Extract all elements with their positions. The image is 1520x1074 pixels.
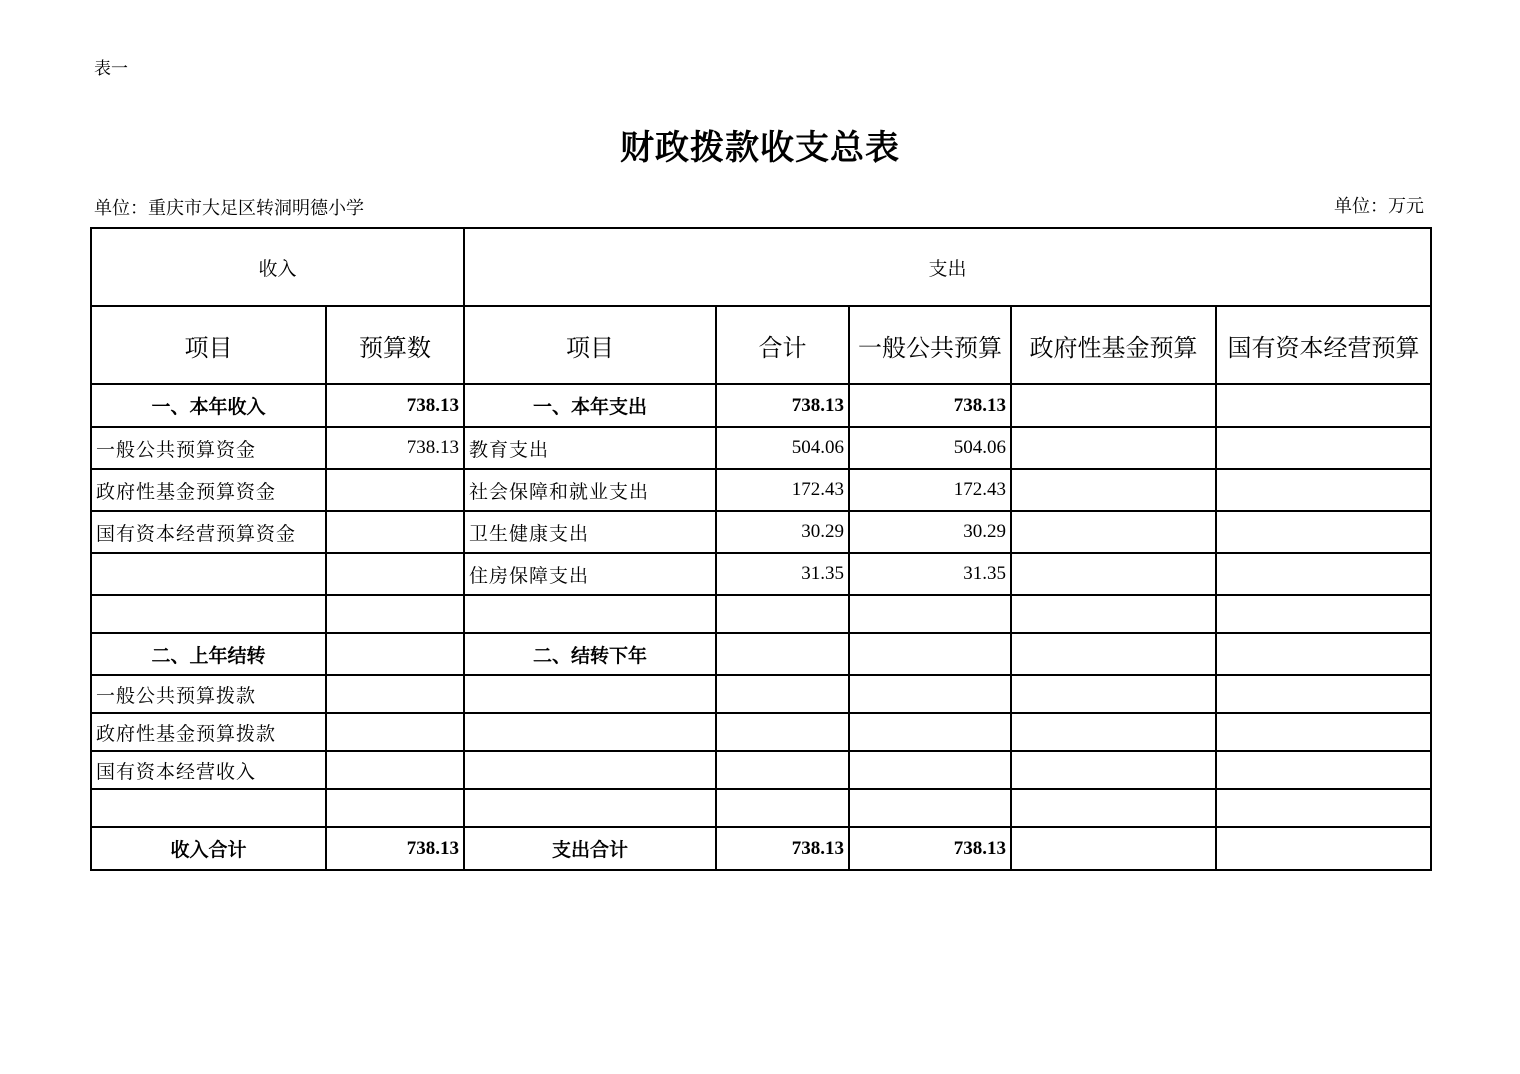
income-budget-cell: 738.13 <box>326 827 464 870</box>
income-budget-cell <box>326 675 464 713</box>
income-budget-cell <box>326 553 464 595</box>
income-item-cell: 一般公共预算资金 <box>91 427 326 469</box>
expense-item-header: 项目 <box>464 306 716 384</box>
total-cell <box>716 789 849 827</box>
gov-fund-cell <box>1011 469 1216 511</box>
expense-item-cell <box>464 675 716 713</box>
state-capital-cell <box>1216 553 1431 595</box>
income-budget-header: 预算数 <box>326 306 464 384</box>
expense-group-header: 支出 <box>464 228 1431 306</box>
table-row <box>91 511 1431 553</box>
header-row-groups <box>91 228 1431 306</box>
state-capital-cell <box>1216 789 1431 827</box>
gov-fund-cell <box>1011 595 1216 633</box>
state-capital-cell <box>1216 427 1431 469</box>
total-cell <box>716 751 849 789</box>
general-public-cell: 738.13 <box>849 384 1011 427</box>
income-item-cell: 国有资本经营预算资金 <box>91 511 326 553</box>
expense-item-cell: 二、结转下年 <box>464 633 716 675</box>
state-capital-cell <box>1216 633 1431 675</box>
general-public-cell: 738.13 <box>849 827 1011 870</box>
state-capital-cell <box>1216 713 1431 751</box>
expense-item-cell: 卫生健康支出 <box>464 511 716 553</box>
income-item-cell: 政府性基金预算资金 <box>91 469 326 511</box>
table-row <box>91 553 1431 595</box>
general-public-cell <box>849 789 1011 827</box>
gov-fund-cell <box>1011 384 1216 427</box>
state-capital-cell <box>1216 469 1431 511</box>
income-budget-cell <box>326 713 464 751</box>
state-capital-header: 国有资本经营预算 <box>1216 306 1431 384</box>
table-row <box>91 384 1431 427</box>
total-cell: 172.43 <box>716 469 849 511</box>
gov-fund-cell <box>1011 511 1216 553</box>
table-row <box>91 789 1431 827</box>
general-public-cell: 504.06 <box>849 427 1011 469</box>
income-item-cell: 二、上年结转 <box>91 633 326 675</box>
income-group-header: 收入 <box>91 228 464 306</box>
income-item-cell: 国有资本经营收入 <box>91 751 326 789</box>
expense-item-cell: 社会保障和就业支出 <box>464 469 716 511</box>
state-capital-cell <box>1216 675 1431 713</box>
income-item-cell: 一、本年收入 <box>91 384 326 427</box>
general-public-cell <box>849 751 1011 789</box>
page-title: 财政拨款收支总表 <box>620 128 900 168</box>
table-row <box>91 675 1431 713</box>
expense-item-cell: 教育支出 <box>464 427 716 469</box>
gov-fund-cell <box>1011 827 1216 870</box>
total-cell: 31.35 <box>716 553 849 595</box>
gov-fund-cell <box>1011 427 1216 469</box>
state-capital-cell <box>1216 751 1431 789</box>
expense-item-cell: 住房保障支出 <box>464 553 716 595</box>
general-public-header: 一般公共预算 <box>849 306 1011 384</box>
state-capital-cell <box>1216 511 1431 553</box>
table-row <box>91 633 1431 675</box>
income-budget-cell <box>326 789 464 827</box>
expense-item-cell <box>464 595 716 633</box>
total-cell <box>716 595 849 633</box>
total-cell: 30.29 <box>716 511 849 553</box>
gov-fund-cell <box>1011 633 1216 675</box>
table-number-label: 表一 <box>94 59 128 79</box>
general-public-cell <box>849 675 1011 713</box>
table-row <box>91 713 1431 751</box>
fiscal-summary-table <box>90 227 1432 871</box>
income-item-cell: 收入合计 <box>91 827 326 870</box>
gov-fund-header: 政府性基金预算 <box>1011 306 1216 384</box>
total-cell <box>716 633 849 675</box>
table-row <box>91 469 1431 511</box>
income-item-cell: 政府性基金预算拨款 <box>91 713 326 751</box>
income-budget-cell <box>326 751 464 789</box>
income-budget-cell <box>326 595 464 633</box>
currency-unit: 单位：万元 <box>1334 196 1424 217</box>
general-public-cell: 172.43 <box>849 469 1011 511</box>
expense-item-cell <box>464 751 716 789</box>
gov-fund-cell <box>1011 553 1216 595</box>
income-budget-cell <box>326 511 464 553</box>
income-budget-cell <box>326 633 464 675</box>
reporting-unit: 单位：重庆市大足区转洞明德小学 <box>94 198 364 219</box>
table-row <box>91 827 1431 870</box>
income-item-cell <box>91 789 326 827</box>
general-public-cell <box>849 595 1011 633</box>
income-item-cell <box>91 553 326 595</box>
expense-item-cell <box>464 789 716 827</box>
table-row <box>91 751 1431 789</box>
gov-fund-cell <box>1011 713 1216 751</box>
income-budget-cell: 738.13 <box>326 384 464 427</box>
income-budget-cell: 738.13 <box>326 427 464 469</box>
income-item-cell: 一般公共预算拨款 <box>91 675 326 713</box>
total-header: 合计 <box>716 306 849 384</box>
general-public-cell: 31.35 <box>849 553 1011 595</box>
gov-fund-cell <box>1011 751 1216 789</box>
expense-item-cell <box>464 713 716 751</box>
state-capital-cell <box>1216 827 1431 870</box>
total-cell <box>716 713 849 751</box>
expense-item-cell: 支出合计 <box>464 827 716 870</box>
income-item-cell <box>91 595 326 633</box>
general-public-cell: 30.29 <box>849 511 1011 553</box>
total-cell: 738.13 <box>716 827 849 870</box>
state-capital-cell <box>1216 384 1431 427</box>
total-cell: 504.06 <box>716 427 849 469</box>
state-capital-cell <box>1216 595 1431 633</box>
income-budget-cell <box>326 469 464 511</box>
total-cell: 738.13 <box>716 384 849 427</box>
general-public-cell <box>849 713 1011 751</box>
income-item-header: 项目 <box>91 306 326 384</box>
general-public-cell <box>849 633 1011 675</box>
table-row <box>91 427 1431 469</box>
expense-item-cell: 一、本年支出 <box>464 384 716 427</box>
total-cell <box>716 675 849 713</box>
gov-fund-cell <box>1011 789 1216 827</box>
table-row <box>91 595 1431 633</box>
header-row-columns <box>91 306 1431 384</box>
gov-fund-cell <box>1011 675 1216 713</box>
